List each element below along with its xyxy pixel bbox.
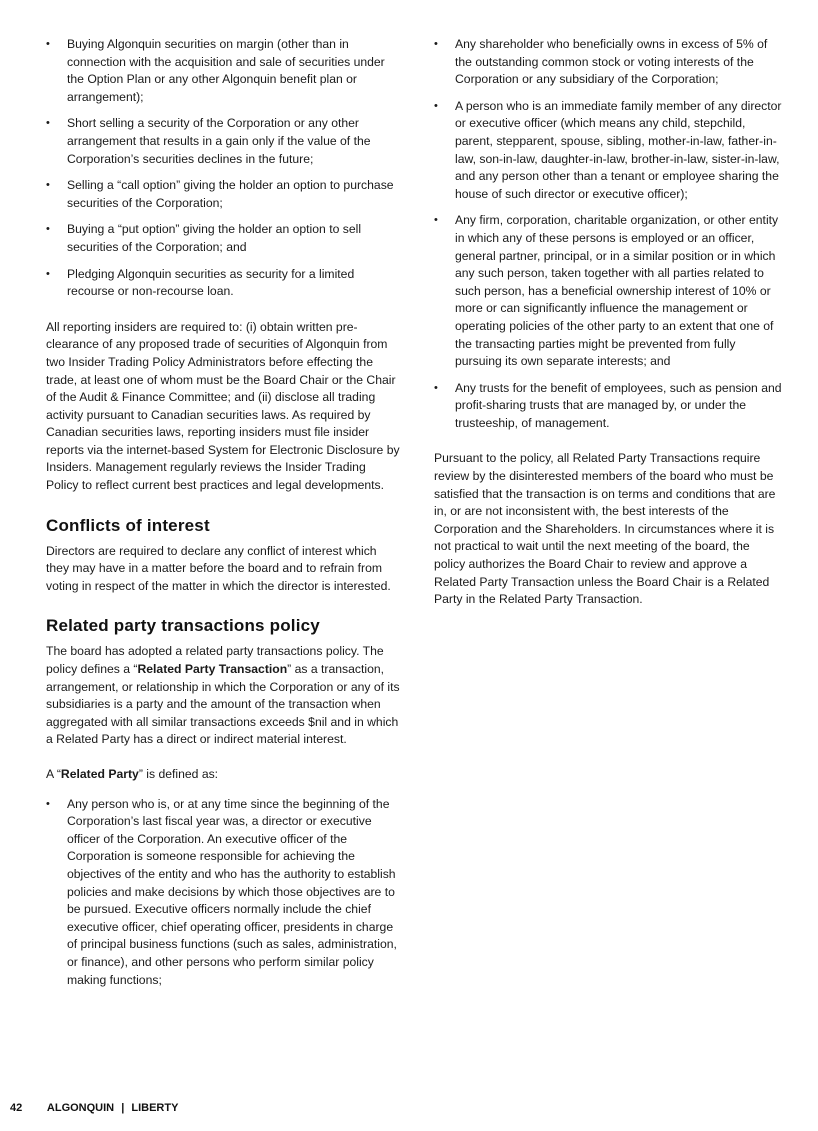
prohibited-trading-list bbox=[46, 36, 401, 301]
right-column bbox=[434, 36, 784, 618]
related-party-transaction-term: Related Party Transaction bbox=[137, 662, 288, 677]
list-item: • Selling a “call option” giving the holder an option to purchase securities of the Corporation; bbox=[46, 177, 401, 212]
list-item: • Pledging Algonquin securities as security for a limited recourse or non-recourse loan. bbox=[46, 266, 401, 301]
brand-liberty: LIBERTY bbox=[131, 1102, 179, 1114]
left-column bbox=[46, 36, 401, 998]
related-party-term: Related Party bbox=[60, 767, 139, 781]
list-item: • Short selling a security of the Corporation or any other arrangement that results in a gain only if the value of the Corporation’s securities declines in the future; bbox=[46, 115, 401, 168]
related-party-list-part1 bbox=[46, 796, 401, 990]
list-item: • Any shareholder who beneficially owns in excess of 5% of the outstanding common stock or voting interests of the Corporation or any subsidiary of the Corporation; bbox=[434, 36, 784, 89]
conflicts-heading: Conflicts of interest bbox=[46, 515, 210, 535]
list-item: • A person who is an immediate family member of any director or executive officer (which means any child, stepchild, parent, stepparent, spouse, sibling, mother-in-law, father-in-law, son-in-law, daughter-in-law, brother-in-law, sister-in-law, and any person other than a tenant or employee sharing the house of such director or executive officer); bbox=[434, 98, 784, 204]
insider-reporting-paragraph: All reporting insiders are required to: (i) obtain written pre-clearance of any proposed trade of securities of Algonquin from two Insider Trading Policy Administrators before effecting the trade, at least one of whom must be the Board Chair or the Chair of the Audit & Finance Committee; and (ii) disclose all trading activity pursuant to Canadian securities laws. As required by Canadian securities laws, reporting insiders must file insider reports via the internet-based System for Electronic Disclosure by Insiders. Management regularly reviews the Insider Trading Policy to reflect current best practices and legal developments. bbox=[46, 319, 400, 493]
brand-algonquin: ALGONQUIN bbox=[46, 1102, 115, 1114]
list-item: • Any trusts for the benefit of employees, such as pension and profit-sharing trusts that are managed by, or under the trusteeship, of management. bbox=[434, 380, 784, 433]
related-party-policy-heading: Related party transactions policy bbox=[46, 616, 320, 636]
list-item: • Buying Algonquin securities on margin (other than in connection with the acquisition and sale of securities under the Option Plan or any other Algonquin benefit plan or arrangement); bbox=[46, 36, 401, 106]
list-item: • Any firm, corporation, charitable organization, or other entity in which any of these persons is employed or an officer, general partner, principal, or in a similar position or in which any such person, taken together with all parties related to such person, has a beneficial ownership interest of 10% or more or can significantly influence the management or operating policies of the other party to an extent that one of the transacting parties might be prevented from fully pursuing its own separate interests; and bbox=[434, 212, 784, 370]
list-item: • Any person who is, or at any time since the beginning of the Corporation’s last fiscal year was, a director or executive officer of the Corporation. An executive officer of the Corporation is someone responsible for achieving the objectives of the entity and who has the authority to establish policies and make decisions by which those objectives are to be pursued. Executive officers normally include the chief executive officer, chief operating officer, presidents in charge of principal business functions (such as sales, administration, or finance), and other persons who perform similar policy making functions; bbox=[46, 796, 401, 990]
related-party-definition-intro: A “Related Party” is defined as: bbox=[46, 767, 219, 781]
pursuant-paragraph: Pursuant to the policy, all Related Party Transactions require review by the disinterested members of the board who must be satisfied that the transaction is on terms and conditions that are in, or are not inconsistent with, the best interests of the Corporation and the Shareholders. In circumstances where it is not practical to wait until the next meeting of the board, the policy authorizes the Board Chair to review and approve a Related Party Transaction unless the Board Chair is a Related Party in the Related Party Transaction. bbox=[434, 451, 776, 607]
list-item: • Buying a “put option” giving the holder an option to sell securities of the Corporation; and bbox=[46, 221, 401, 256]
related-party-list-part2 bbox=[434, 36, 784, 432]
brand-separator: | bbox=[121, 1102, 125, 1114]
page-number: 42 bbox=[10, 1102, 23, 1114]
related-party-policy-paragraph: The board has adopted a related party transactions policy. The policy defines a “Related Party Transaction” as a transaction, arrangement, or relationship in which the Corporation or any of its subsidiaries is a party and the amount of the transaction when aggregated with all similar transactions exceeds $nil and in which a Related Party has a direct or indirect material interest. bbox=[46, 644, 400, 747]
conflicts-paragraph: Directors are required to declare any conflict of interest which they may have in a matter before the board and to refrain from voting in respect of the matter in which the director is interested. bbox=[46, 543, 391, 593]
page-footer bbox=[10, 1102, 178, 1114]
